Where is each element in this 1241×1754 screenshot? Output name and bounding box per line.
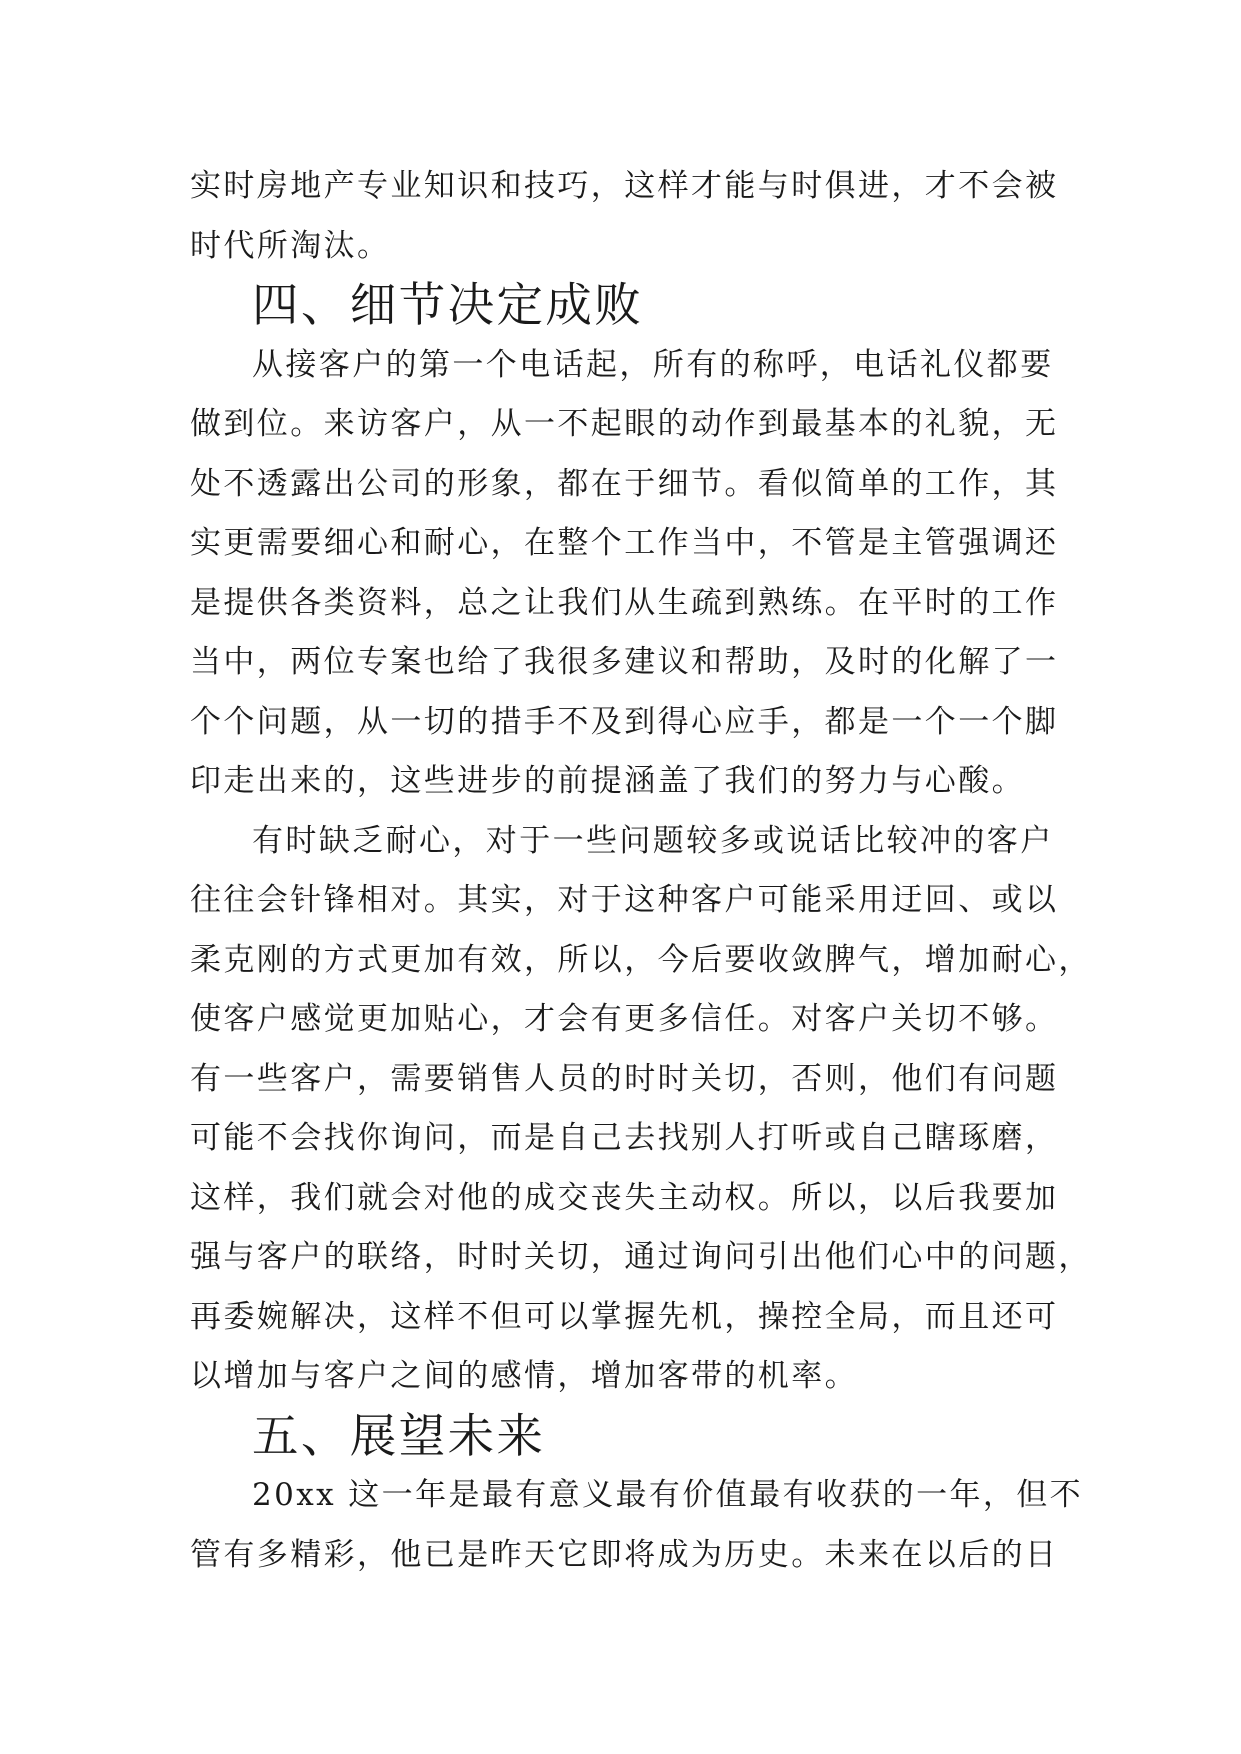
section-heading-4 — [190, 276, 1056, 336]
text-line: 做到位。来访客户，从一不起眼的动作到最基本的礼貌，无 — [190, 406, 1059, 442]
text-line: 柔克刚的方式更加有效，所以，今后要收敛脾气，增加耐心， — [190, 941, 1092, 978]
paragraph-outlook — [190, 1466, 1084, 1585]
text-line: 处不透露出公司的形象，都在于细节。看似简单的工作，其 — [190, 465, 1059, 502]
paragraph-details — [190, 336, 1059, 812]
paragraph-patience — [190, 812, 1092, 1407]
paragraph-continuation — [190, 157, 1059, 276]
section-heading-5 — [190, 1407, 1056, 1467]
text-line: 这样，我们就会对他的成交丧失主动权。所以，以后我要加 — [190, 1179, 1059, 1216]
text-line: 强与客户的联络，时时关切，通过询问引出他们心中的问题， — [190, 1239, 1092, 1275]
text-line: 往往会针锋相对。其实，对于这种客户可能采用迂回、或以 — [190, 882, 1059, 918]
heading-text: 四、细节决定成败 — [252, 278, 644, 332]
text-line: 是提供各类资料，总之让我们从生疏到熟练。在平时的工作 — [190, 584, 1059, 621]
text-line: 使客户感觉更加贴心，才会有更多信任。对客户关切不够。 — [190, 1001, 1059, 1037]
text-line: 有时缺乏耐心，对于一些问题较多或说话比较冲的客户 — [252, 822, 1054, 859]
text-line: 管有多精彩，他已是昨天它即将成为历史。未来在以后的日 — [190, 1536, 1059, 1573]
text-line: 实时房地产专业知识和技巧，这样才能与时俱进，才不会被 — [190, 168, 1059, 204]
text-line: 20xx 这一年是最有意义最有价值最有收获的一年，但不 — [252, 1477, 1084, 1513]
text-line: 再委婉解决，这样不但可以掌握先机，操控全局，而且还可 — [190, 1298, 1059, 1335]
text-line: 以增加与客户之间的感情，增加客带的机率。 — [190, 1358, 858, 1394]
text-line: 时代所淘汰。 — [190, 227, 391, 264]
text-line: 从接客户的第一个电话起，所有的称呼，电话礼仪都要 — [252, 346, 1054, 383]
text-line: 个个问题，从一切的措手不及到得心应手，都是一个一个脚 — [190, 703, 1059, 740]
text-line: 印走出来的，这些进步的前提涵盖了我们的努力与心酸。 — [190, 763, 1025, 799]
text-line: 当中，两位专案也给了我很多建议和帮助，及时的化解了一 — [190, 644, 1059, 680]
document-body — [190, 157, 1092, 1585]
text-line: 实更需要细心和耐心，在整个工作当中，不管是主管强调还 — [190, 525, 1059, 561]
text-line: 有一些客户，需要销售人员的时时关切，否则，他们有问题 — [190, 1060, 1059, 1097]
text-line: 可能不会找你询问，而是自己去找别人打听或自己瞎琢磨， — [190, 1120, 1059, 1156]
heading-text: 五、展望未来 — [252, 1408, 546, 1463]
